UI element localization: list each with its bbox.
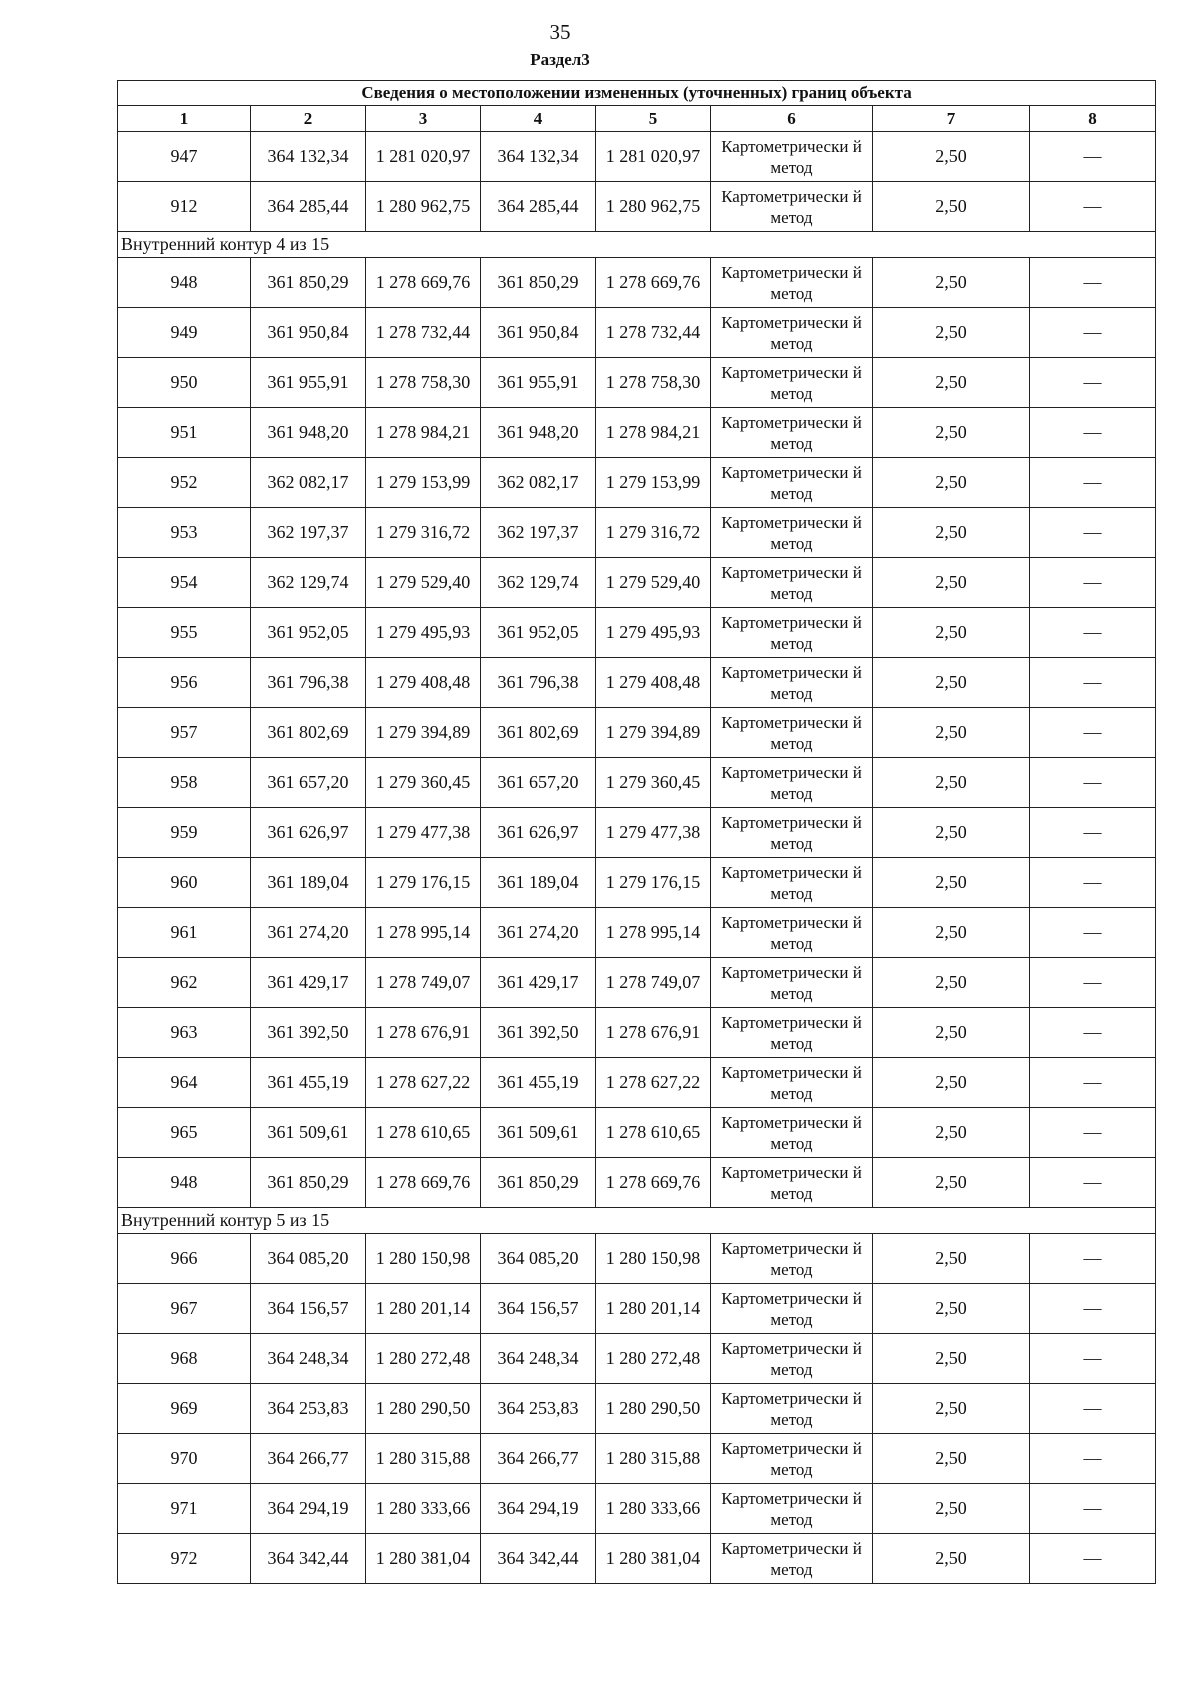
accuracy-cell: 2,50 bbox=[873, 608, 1030, 658]
table-row bbox=[118, 1008, 1156, 1058]
x-coord-new-cell: 361 392,50 bbox=[481, 1008, 596, 1058]
x-coord-new-cell: 361 802,69 bbox=[481, 708, 596, 758]
description-cell: — bbox=[1030, 608, 1156, 658]
description-cell: — bbox=[1030, 758, 1156, 808]
table-row bbox=[118, 1058, 1156, 1108]
y-coord-new-cell: 1 278 627,22 bbox=[596, 1058, 711, 1108]
y-coord-cell: 1 278 732,44 bbox=[366, 308, 481, 358]
point-number-cell: 951 bbox=[118, 408, 251, 458]
description-cell: — bbox=[1030, 1384, 1156, 1434]
accuracy-cell: 2,50 bbox=[873, 1108, 1030, 1158]
x-coord-cell: 364 253,83 bbox=[251, 1384, 366, 1434]
table-row bbox=[118, 1284, 1156, 1334]
y-coord-new-cell: 1 280 962,75 bbox=[596, 182, 711, 232]
point-number-cell: 961 bbox=[118, 908, 251, 958]
description-cell: — bbox=[1030, 1534, 1156, 1584]
x-coord-cell: 361 657,20 bbox=[251, 758, 366, 808]
y-coord-cell: 1 280 381,04 bbox=[366, 1534, 481, 1584]
point-number-cell: 967 bbox=[118, 1284, 251, 1334]
x-coord-new-cell: 361 796,38 bbox=[481, 658, 596, 708]
method-cell: Картометрически й метод bbox=[711, 1008, 873, 1058]
x-coord-cell: 364 085,20 bbox=[251, 1234, 366, 1284]
x-coord-new-cell: 364 248,34 bbox=[481, 1334, 596, 1384]
point-number-cell: 966 bbox=[118, 1234, 251, 1284]
y-coord-new-cell: 1 280 272,48 bbox=[596, 1334, 711, 1384]
y-coord-cell: 1 278 758,30 bbox=[366, 358, 481, 408]
method-cell: Картометрически й метод bbox=[711, 1384, 873, 1434]
y-coord-cell: 1 278 749,07 bbox=[366, 958, 481, 1008]
accuracy-cell: 2,50 bbox=[873, 258, 1030, 308]
table-row bbox=[118, 258, 1156, 308]
x-coord-cell: 361 429,17 bbox=[251, 958, 366, 1008]
point-number-cell: 948 bbox=[118, 1158, 251, 1208]
method-cell: Картометрически й метод bbox=[711, 1058, 873, 1108]
x-coord-new-cell: 364 156,57 bbox=[481, 1284, 596, 1334]
accuracy-cell: 2,50 bbox=[873, 408, 1030, 458]
y-coord-cell: 1 280 150,98 bbox=[366, 1234, 481, 1284]
accuracy-cell: 2,50 bbox=[873, 182, 1030, 232]
point-number-cell: 952 bbox=[118, 458, 251, 508]
x-coord-cell: 361 955,91 bbox=[251, 358, 366, 408]
contour-label: Внутренний контур 4 из 15 bbox=[118, 232, 1156, 258]
accuracy-cell: 2,50 bbox=[873, 858, 1030, 908]
x-coord-cell: 362 129,74 bbox=[251, 558, 366, 608]
point-number-cell: 963 bbox=[118, 1008, 251, 1058]
description-cell: — bbox=[1030, 308, 1156, 358]
description-cell: — bbox=[1030, 908, 1156, 958]
table-row bbox=[118, 1158, 1156, 1208]
description-cell: — bbox=[1030, 358, 1156, 408]
table-row bbox=[118, 182, 1156, 232]
table-row bbox=[118, 858, 1156, 908]
description-cell: — bbox=[1030, 1484, 1156, 1534]
x-coord-cell: 361 948,20 bbox=[251, 408, 366, 458]
x-coord-cell: 361 392,50 bbox=[251, 1008, 366, 1058]
method-cell: Картометрически й метод bbox=[711, 1334, 873, 1384]
table-row bbox=[118, 958, 1156, 1008]
accuracy-cell: 2,50 bbox=[873, 1158, 1030, 1208]
x-coord-new-cell: 361 455,19 bbox=[481, 1058, 596, 1108]
x-coord-new-cell: 364 285,44 bbox=[481, 182, 596, 232]
description-cell: — bbox=[1030, 808, 1156, 858]
y-coord-cell: 1 279 408,48 bbox=[366, 658, 481, 708]
method-cell: Картометрически й метод bbox=[711, 508, 873, 558]
x-coord-cell: 364 248,34 bbox=[251, 1334, 366, 1384]
description-cell: — bbox=[1030, 1284, 1156, 1334]
method-cell: Картометрически й метод bbox=[711, 858, 873, 908]
x-coord-cell: 361 796,38 bbox=[251, 658, 366, 708]
description-cell: — bbox=[1030, 1008, 1156, 1058]
column-number: 6 bbox=[711, 106, 873, 132]
y-coord-new-cell: 1 278 749,07 bbox=[596, 958, 711, 1008]
contour-label: Внутренний контур 5 из 15 bbox=[118, 1208, 1156, 1234]
table-row bbox=[118, 758, 1156, 808]
boundary-table bbox=[117, 80, 1156, 1584]
point-number-cell: 960 bbox=[118, 858, 251, 908]
method-cell: Картометрически й метод bbox=[711, 658, 873, 708]
table-body bbox=[118, 132, 1156, 1584]
method-cell: Картометрически й метод bbox=[711, 908, 873, 958]
x-coord-cell: 361 850,29 bbox=[251, 258, 366, 308]
description-cell: — bbox=[1030, 1108, 1156, 1158]
point-number-cell: 948 bbox=[118, 258, 251, 308]
table-row bbox=[118, 358, 1156, 408]
method-cell: Картометрически й метод bbox=[711, 308, 873, 358]
point-number-cell: 950 bbox=[118, 358, 251, 408]
table-row bbox=[118, 558, 1156, 608]
y-coord-cell: 1 279 176,15 bbox=[366, 858, 481, 908]
accuracy-cell: 2,50 bbox=[873, 1234, 1030, 1284]
x-coord-new-cell: 364 132,34 bbox=[481, 132, 596, 182]
x-coord-cell: 361 952,05 bbox=[251, 608, 366, 658]
x-coord-new-cell: 361 850,29 bbox=[481, 1158, 596, 1208]
accuracy-cell: 2,50 bbox=[873, 658, 1030, 708]
description-cell: — bbox=[1030, 558, 1156, 608]
method-cell: Картометрически й метод bbox=[711, 258, 873, 308]
table-row bbox=[118, 308, 1156, 358]
method-cell: Картометрически й метод bbox=[711, 1234, 873, 1284]
description-cell: — bbox=[1030, 858, 1156, 908]
y-coord-new-cell: 1 279 360,45 bbox=[596, 758, 711, 808]
point-number-cell: 954 bbox=[118, 558, 251, 608]
x-coord-new-cell: 362 197,37 bbox=[481, 508, 596, 558]
x-coord-new-cell: 361 274,20 bbox=[481, 908, 596, 958]
y-coord-new-cell: 1 280 290,50 bbox=[596, 1384, 711, 1434]
method-cell: Картометрически й метод bbox=[711, 1108, 873, 1158]
y-coord-new-cell: 1 281 020,97 bbox=[596, 132, 711, 182]
description-cell: — bbox=[1030, 1234, 1156, 1284]
y-coord-new-cell: 1 278 669,76 bbox=[596, 1158, 711, 1208]
x-coord-new-cell: 361 429,17 bbox=[481, 958, 596, 1008]
x-coord-cell: 361 626,97 bbox=[251, 808, 366, 858]
x-coord-cell: 361 850,29 bbox=[251, 1158, 366, 1208]
y-coord-cell: 1 278 676,91 bbox=[366, 1008, 481, 1058]
method-cell: Картометрически й метод bbox=[711, 758, 873, 808]
y-coord-new-cell: 1 278 984,21 bbox=[596, 408, 711, 458]
point-number-cell: 957 bbox=[118, 708, 251, 758]
table-row bbox=[118, 132, 1156, 182]
x-coord-cell: 364 285,44 bbox=[251, 182, 366, 232]
table-caption: Сведения о местоположении измененных (уточненных) границ объекта bbox=[118, 81, 1156, 106]
table-row bbox=[118, 1534, 1156, 1584]
method-cell: Картометрически й метод bbox=[711, 808, 873, 858]
description-cell: — bbox=[1030, 132, 1156, 182]
y-coord-cell: 1 280 315,88 bbox=[366, 1434, 481, 1484]
accuracy-cell: 2,50 bbox=[873, 508, 1030, 558]
accuracy-cell: 2,50 bbox=[873, 1008, 1030, 1058]
description-cell: — bbox=[1030, 1434, 1156, 1484]
y-coord-new-cell: 1 279 176,15 bbox=[596, 858, 711, 908]
method-cell: Картометрически й метод bbox=[711, 608, 873, 658]
y-coord-cell: 1 280 201,14 bbox=[366, 1284, 481, 1334]
method-cell: Картометрически й метод bbox=[711, 958, 873, 1008]
description-cell: — bbox=[1030, 708, 1156, 758]
point-number-cell: 964 bbox=[118, 1058, 251, 1108]
description-cell: — bbox=[1030, 1058, 1156, 1108]
x-coord-new-cell: 361 850,29 bbox=[481, 258, 596, 308]
x-coord-cell: 361 950,84 bbox=[251, 308, 366, 358]
method-cell: Картометрически й метод bbox=[711, 408, 873, 458]
y-coord-new-cell: 1 278 676,91 bbox=[596, 1008, 711, 1058]
accuracy-cell: 2,50 bbox=[873, 358, 1030, 408]
x-coord-cell: 364 266,77 bbox=[251, 1434, 366, 1484]
method-cell: Картометрически й метод bbox=[711, 1534, 873, 1584]
x-coord-new-cell: 361 955,91 bbox=[481, 358, 596, 408]
point-number-cell: 955 bbox=[118, 608, 251, 658]
y-coord-new-cell: 1 279 495,93 bbox=[596, 608, 711, 658]
table-row bbox=[118, 708, 1156, 758]
x-coord-new-cell: 361 657,20 bbox=[481, 758, 596, 808]
table-row bbox=[118, 508, 1156, 558]
point-number-cell: 956 bbox=[118, 658, 251, 708]
section-title: Раздел3 bbox=[530, 50, 590, 69]
description-cell: — bbox=[1030, 658, 1156, 708]
method-cell: Картометрически й метод bbox=[711, 358, 873, 408]
accuracy-cell: 2,50 bbox=[873, 1384, 1030, 1434]
point-number-cell: 970 bbox=[118, 1434, 251, 1484]
y-coord-cell: 1 279 477,38 bbox=[366, 808, 481, 858]
y-coord-cell: 1 280 962,75 bbox=[366, 182, 481, 232]
y-coord-cell: 1 278 669,76 bbox=[366, 1158, 481, 1208]
y-coord-cell: 1 279 495,93 bbox=[366, 608, 481, 658]
y-coord-new-cell: 1 279 529,40 bbox=[596, 558, 711, 608]
accuracy-cell: 2,50 bbox=[873, 1058, 1030, 1108]
y-coord-cell: 1 278 995,14 bbox=[366, 908, 481, 958]
point-number-cell: 912 bbox=[118, 182, 251, 232]
method-cell: Картометрически й метод bbox=[711, 558, 873, 608]
point-number-cell: 953 bbox=[118, 508, 251, 558]
x-coord-new-cell: 364 266,77 bbox=[481, 1434, 596, 1484]
point-number-cell: 949 bbox=[118, 308, 251, 358]
method-cell: Картометрически й метод bbox=[711, 1484, 873, 1534]
accuracy-cell: 2,50 bbox=[873, 1284, 1030, 1334]
column-number-row bbox=[118, 106, 1156, 132]
description-cell: — bbox=[1030, 408, 1156, 458]
point-number-cell: 959 bbox=[118, 808, 251, 858]
y-coord-cell: 1 280 333,66 bbox=[366, 1484, 481, 1534]
y-coord-new-cell: 1 280 333,66 bbox=[596, 1484, 711, 1534]
description-cell: — bbox=[1030, 508, 1156, 558]
description-cell: — bbox=[1030, 1158, 1156, 1208]
description-cell: — bbox=[1030, 258, 1156, 308]
x-coord-new-cell: 364 342,44 bbox=[481, 1534, 596, 1584]
accuracy-cell: 2,50 bbox=[873, 1534, 1030, 1584]
x-coord-new-cell: 364 294,19 bbox=[481, 1484, 596, 1534]
y-coord-cell: 1 279 360,45 bbox=[366, 758, 481, 808]
accuracy-cell: 2,50 bbox=[873, 1434, 1030, 1484]
contour-header-row bbox=[118, 232, 1156, 258]
x-coord-cell: 364 342,44 bbox=[251, 1534, 366, 1584]
y-coord-cell: 1 280 272,48 bbox=[366, 1334, 481, 1384]
accuracy-cell: 2,50 bbox=[873, 458, 1030, 508]
column-number: 2 bbox=[251, 106, 366, 132]
method-cell: Картометрически й метод bbox=[711, 1158, 873, 1208]
table-row bbox=[118, 408, 1156, 458]
y-coord-cell: 1 278 610,65 bbox=[366, 1108, 481, 1158]
y-coord-new-cell: 1 278 995,14 bbox=[596, 908, 711, 958]
accuracy-cell: 2,50 bbox=[873, 958, 1030, 1008]
y-coord-new-cell: 1 278 758,30 bbox=[596, 358, 711, 408]
y-coord-new-cell: 1 278 610,65 bbox=[596, 1108, 711, 1158]
contour-header-row bbox=[118, 1208, 1156, 1234]
table-row bbox=[118, 1384, 1156, 1434]
column-number: 3 bbox=[366, 106, 481, 132]
y-coord-cell: 1 278 669,76 bbox=[366, 258, 481, 308]
table-row bbox=[118, 808, 1156, 858]
y-coord-new-cell: 1 280 381,04 bbox=[596, 1534, 711, 1584]
x-coord-cell: 361 509,61 bbox=[251, 1108, 366, 1158]
point-number-cell: 971 bbox=[118, 1484, 251, 1534]
table-row bbox=[118, 908, 1156, 958]
x-coord-new-cell: 361 509,61 bbox=[481, 1108, 596, 1158]
page-number: 35 bbox=[549, 20, 571, 44]
x-coord-cell: 364 294,19 bbox=[251, 1484, 366, 1534]
x-coord-cell: 364 132,34 bbox=[251, 132, 366, 182]
y-coord-new-cell: 1 279 153,99 bbox=[596, 458, 711, 508]
x-coord-new-cell: 361 948,20 bbox=[481, 408, 596, 458]
method-cell: Картометрически й метод bbox=[711, 132, 873, 182]
column-number: 1 bbox=[118, 106, 251, 132]
x-coord-new-cell: 361 189,04 bbox=[481, 858, 596, 908]
point-number-cell: 958 bbox=[118, 758, 251, 808]
method-cell: Картометрически й метод bbox=[711, 458, 873, 508]
table-row bbox=[118, 1484, 1156, 1534]
y-coord-new-cell: 1 278 669,76 bbox=[596, 258, 711, 308]
point-number-cell: 947 bbox=[118, 132, 251, 182]
accuracy-cell: 2,50 bbox=[873, 132, 1030, 182]
table-row bbox=[118, 1334, 1156, 1384]
accuracy-cell: 2,50 bbox=[873, 758, 1030, 808]
description-cell: — bbox=[1030, 458, 1156, 508]
accuracy-cell: 2,50 bbox=[873, 308, 1030, 358]
method-cell: Картометрически й метод bbox=[711, 182, 873, 232]
x-coord-new-cell: 364 253,83 bbox=[481, 1384, 596, 1434]
x-coord-cell: 364 156,57 bbox=[251, 1284, 366, 1334]
accuracy-cell: 2,50 bbox=[873, 558, 1030, 608]
x-coord-cell: 362 082,17 bbox=[251, 458, 366, 508]
column-number: 7 bbox=[873, 106, 1030, 132]
method-cell: Картометрически й метод bbox=[711, 1284, 873, 1334]
x-coord-cell: 361 455,19 bbox=[251, 1058, 366, 1108]
accuracy-cell: 2,50 bbox=[873, 908, 1030, 958]
description-cell: — bbox=[1030, 182, 1156, 232]
method-cell: Картометрически й метод bbox=[711, 1434, 873, 1484]
y-coord-new-cell: 1 280 201,14 bbox=[596, 1284, 711, 1334]
accuracy-cell: 2,50 bbox=[873, 1334, 1030, 1384]
y-coord-new-cell: 1 280 315,88 bbox=[596, 1434, 711, 1484]
point-number-cell: 965 bbox=[118, 1108, 251, 1158]
x-coord-new-cell: 361 950,84 bbox=[481, 308, 596, 358]
y-coord-cell: 1 278 984,21 bbox=[366, 408, 481, 458]
x-coord-new-cell: 361 626,97 bbox=[481, 808, 596, 858]
accuracy-cell: 2,50 bbox=[873, 708, 1030, 758]
y-coord-new-cell: 1 279 394,89 bbox=[596, 708, 711, 758]
point-number-cell: 972 bbox=[118, 1534, 251, 1584]
table-row bbox=[118, 658, 1156, 708]
table-row bbox=[118, 608, 1156, 658]
y-coord-cell: 1 279 394,89 bbox=[366, 708, 481, 758]
table-row bbox=[118, 1108, 1156, 1158]
column-number: 8 bbox=[1030, 106, 1156, 132]
point-number-cell: 968 bbox=[118, 1334, 251, 1384]
x-coord-new-cell: 362 129,74 bbox=[481, 558, 596, 608]
table-row bbox=[118, 1234, 1156, 1284]
x-coord-new-cell: 361 952,05 bbox=[481, 608, 596, 658]
x-coord-cell: 361 189,04 bbox=[251, 858, 366, 908]
column-number: 4 bbox=[481, 106, 596, 132]
y-coord-new-cell: 1 280 150,98 bbox=[596, 1234, 711, 1284]
y-coord-cell: 1 279 153,99 bbox=[366, 458, 481, 508]
description-cell: — bbox=[1030, 1334, 1156, 1384]
point-number-cell: 969 bbox=[118, 1384, 251, 1434]
point-number-cell: 962 bbox=[118, 958, 251, 1008]
y-coord-cell: 1 280 290,50 bbox=[366, 1384, 481, 1434]
x-coord-new-cell: 362 082,17 bbox=[481, 458, 596, 508]
x-coord-cell: 361 274,20 bbox=[251, 908, 366, 958]
x-coord-cell: 361 802,69 bbox=[251, 708, 366, 758]
column-number: 5 bbox=[596, 106, 711, 132]
y-coord-cell: 1 279 316,72 bbox=[366, 508, 481, 558]
y-coord-new-cell: 1 279 477,38 bbox=[596, 808, 711, 858]
y-coord-new-cell: 1 279 316,72 bbox=[596, 508, 711, 558]
y-coord-cell: 1 278 627,22 bbox=[366, 1058, 481, 1108]
x-coord-new-cell: 364 085,20 bbox=[481, 1234, 596, 1284]
table-row bbox=[118, 458, 1156, 508]
x-coord-cell: 362 197,37 bbox=[251, 508, 366, 558]
y-coord-cell: 1 279 529,40 bbox=[366, 558, 481, 608]
y-coord-cell: 1 281 020,97 bbox=[366, 132, 481, 182]
accuracy-cell: 2,50 bbox=[873, 1484, 1030, 1534]
method-cell: Картометрически й метод bbox=[711, 708, 873, 758]
description-cell: — bbox=[1030, 958, 1156, 1008]
table-row bbox=[118, 1434, 1156, 1484]
y-coord-new-cell: 1 279 408,48 bbox=[596, 658, 711, 708]
y-coord-new-cell: 1 278 732,44 bbox=[596, 308, 711, 358]
accuracy-cell: 2,50 bbox=[873, 808, 1030, 858]
